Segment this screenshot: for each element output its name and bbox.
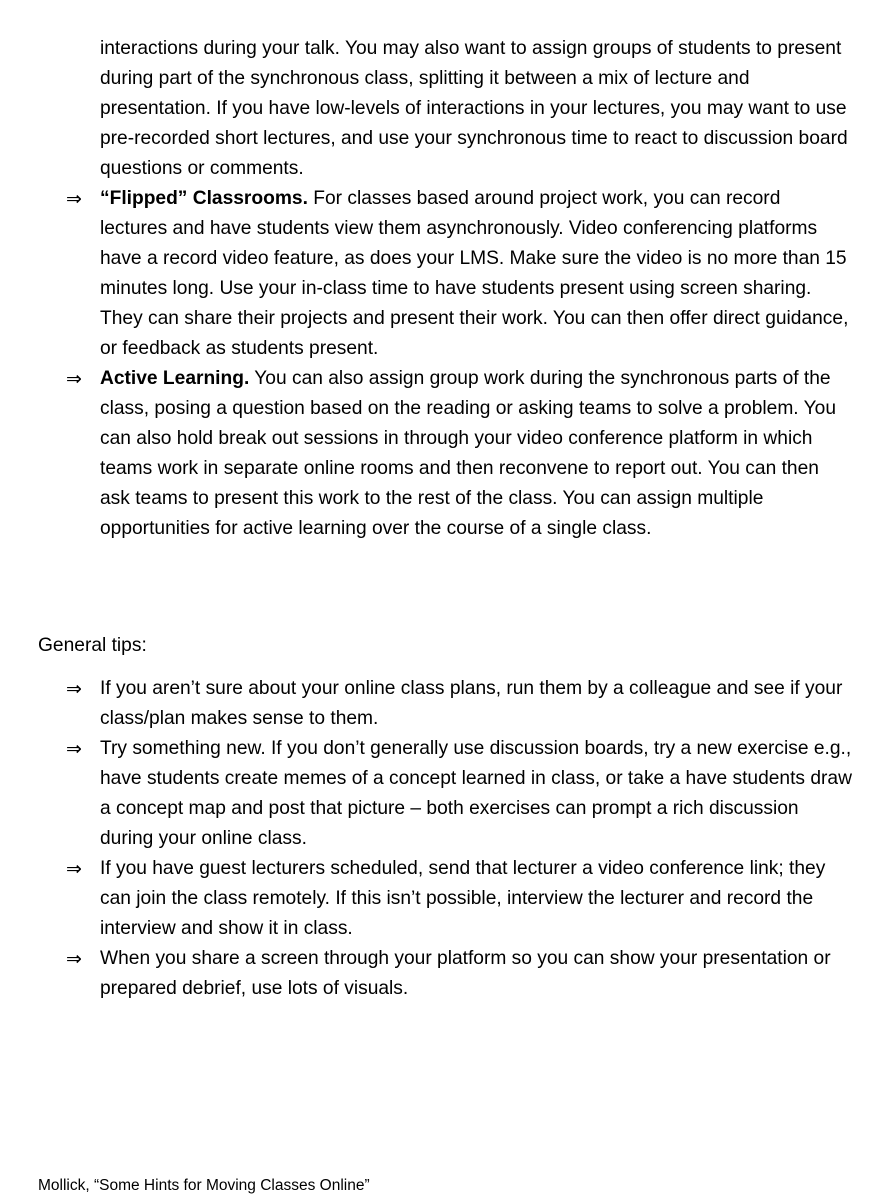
footer-citation: Mollick, “Some Hints for Moving Classes Online” (38, 1177, 370, 1194)
bullet-flipped-classrooms (66, 184, 852, 364)
bullet-title: “Flipped” Classrooms. (100, 188, 308, 209)
general-tips-heading: General tips: (38, 635, 147, 656)
double-arrow-icon: ⇒ (66, 948, 82, 970)
tip-text: If you have guest lecturers scheduled, send that lecturer a video conference link; they can join the class remotely. If this isn’t possible, interview the lecturer and record the interview and show it in class. (100, 858, 826, 939)
tip-item (66, 734, 852, 854)
tip-item (66, 854, 852, 944)
bullet-text: For classes based around project work, you can record lectures and have students view them asynchronously. Video conferencing platforms have a record video feature, as does your LMS. Make sure the video is no more than 15 minutes long. Use your in-class time to have students present using screen sharing. They can share their projects and present their work. You can then offer direct guidance, or feedback as students present. (100, 188, 849, 359)
double-arrow-icon: ⇒ (66, 738, 82, 760)
double-arrow-icon: ⇒ (66, 188, 82, 210)
tip-text: If you aren’t sure about your online class plans, run them by a colleague and see if your class/plan makes sense to them. (100, 678, 843, 729)
bullet-active-learning (66, 364, 852, 544)
tip-item (66, 944, 852, 1004)
double-arrow-icon: ⇒ (66, 368, 82, 390)
tip-item (66, 674, 852, 734)
tip-text: When you share a screen through your platform so you can show your presentation or prepared debrief, use lots of visuals. (100, 948, 831, 999)
bullet-text: You can also assign group work during the synchronous parts of the class, posing a question based on the reading or asking teams to solve a problem. You can also hold break out sessions in through your video conference platform in which teams work in separate online rooms and then reconvene to report out. You can then ask teams to present this work to the rest of the class. You can assign multiple opportunities for active learning over the course of a single class. (100, 368, 836, 539)
double-arrow-icon: ⇒ (66, 678, 82, 700)
double-arrow-icon: ⇒ (66, 858, 82, 880)
bullet-title: Active Learning. (100, 368, 250, 389)
continuation-paragraph: interactions during your talk. You may also want to assign groups of students to present during part of the synchronous class, splitting it between a mix of lecture and presentation. If you have low-levels of interactions in your lectures, you may want to use pre-recorded short lectures, and use your synchronous time to react to discussion board questions or comments. (100, 38, 848, 179)
tip-text: Try something new. If you don’t generally use discussion boards, try a new exercise e.g., have students create memes of a concept learned in class, or take a have students draw a concept map and post that picture – both exercises can prompt a rich discussion during your online class. (100, 738, 852, 849)
